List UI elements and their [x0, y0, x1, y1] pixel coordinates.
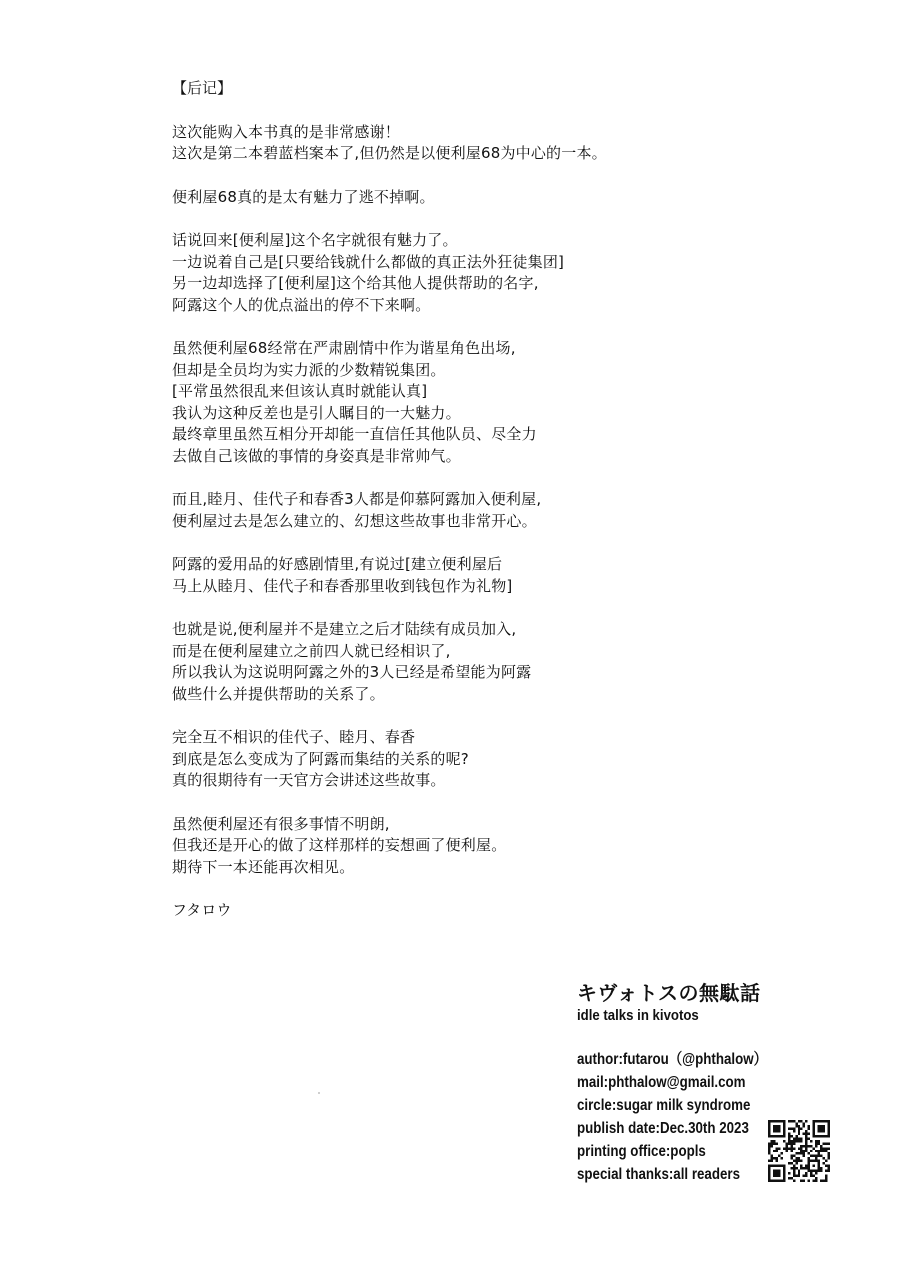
special-thanks-line: special thanks:all readers [577, 1166, 741, 1183]
afterword-line: 这次是第二本碧蓝档案本了,但仍然是以便利屋68为中心的一本。 [172, 144, 607, 162]
afterword-paragraph [172, 230, 642, 316]
afterword-paragraph [172, 554, 642, 597]
afterword-paragraph [172, 727, 642, 792]
afterword-line: 话说回来[便利屋]这个名字就很有魅力了。 [172, 231, 458, 249]
afterword-line: 到底是怎么变成为了阿露而集结的关系的呢? [172, 749, 469, 768]
afterword-paragraph [172, 338, 642, 467]
afterword-line: 便利屋过去是怎么建立的、幻想这些故事也非常开心。 [172, 511, 537, 530]
afterword-line: 真的很期待有一天官方会讲述这些故事。 [172, 771, 446, 789]
afterword-line: [平常虽然很乱来但该认真时就能认真] [172, 382, 428, 400]
qr-code-icon [768, 1120, 830, 1182]
publish-date-line: publish date:Dec.30th 2023 [577, 1120, 749, 1137]
circle-line: circle:sugar milk syndrome [577, 1097, 751, 1114]
afterword [172, 78, 642, 922]
afterword-line: 完全互不相识的佳代子、睦月、春香 [172, 728, 416, 746]
afterword-line: 也就是说,便利屋并不是建立之后才陆续有成员加入, [172, 620, 517, 638]
afterword-line: 最终章里虽然互相分开却能一直信任其他队员、尽全力 [172, 425, 537, 443]
afterword-body [172, 122, 642, 922]
afterword-line: 期待下一本还能再次相见。 [172, 857, 355, 876]
afterword-line: 阿露的爱用品的好感剧情里,有说过[建立便利屋后 [172, 555, 503, 573]
afterword-line: 一边说着自己是[只要给钱就什么都做的真正法外狂徒集团] [172, 252, 565, 271]
afterword-line: 便利屋68真的是太有魅力了逃不掉啊。 [172, 187, 435, 206]
afterword-heading: 【后记】 [172, 79, 233, 97]
book-title: キヴォトスの無駄話 [577, 981, 761, 1005]
signature: フタロウ [172, 901, 232, 919]
afterword-paragraph [172, 122, 642, 165]
speck [318, 1092, 320, 1094]
afterword-line: 但却是全员均为实力派的少数精锐集团。 [172, 360, 446, 379]
afterword-paragraph [172, 814, 642, 879]
author-line: author:futarou（@phthalow） [577, 1051, 767, 1068]
afterword-line: 另一边却选择了[便利屋]这个给其他人提供帮助的名字, [172, 274, 539, 292]
afterword-line: 马上从睦月、佳代子和春香那里收到钱包作为礼物] [172, 576, 513, 595]
afterword-line: 这次能购入本书真的是非常感谢！ [172, 122, 401, 141]
afterword-line: 但我还是开心的做了这样那样的妄想画了便利屋。 [172, 836, 507, 854]
afterword-paragraph [172, 187, 642, 209]
afterword-paragraph [172, 489, 642, 532]
afterword-line: 去做自己该做的事情的身姿真是非常帅气。 [172, 446, 461, 465]
afterword-line: 做些什么并提供帮助的关系了。 [172, 684, 385, 703]
afterword-paragraph [172, 619, 642, 705]
book-subtitle: idle talks in kivotos [577, 1007, 699, 1024]
afterword-line: 我认为这种反差也是引人瞩目的一大魅力。 [172, 403, 461, 422]
afterword-line: 所以我认为这说明阿露之外的3人已经是希望能为阿露 [172, 663, 532, 681]
afterword-line: 而且,睦月、佳代子和春香3人都是仰慕阿露加入便利屋, [172, 490, 542, 508]
afterword-line: 虽然便利屋68经常在严肃剧情中作为谐星角色出场, [172, 339, 516, 357]
printing-office-line: printing office:popls [577, 1143, 706, 1160]
afterword-paragraph [172, 900, 642, 922]
afterword-line: 而是在便利屋建立之前四人就已经相识了, [172, 641, 451, 660]
mail-line: mail:phthalow@gmail.com [577, 1074, 746, 1091]
afterword-line: 虽然便利屋还有很多事情不明朗, [172, 814, 390, 833]
afterword-line: 阿露这个人的优点溢出的停不下来啊。 [172, 295, 431, 314]
